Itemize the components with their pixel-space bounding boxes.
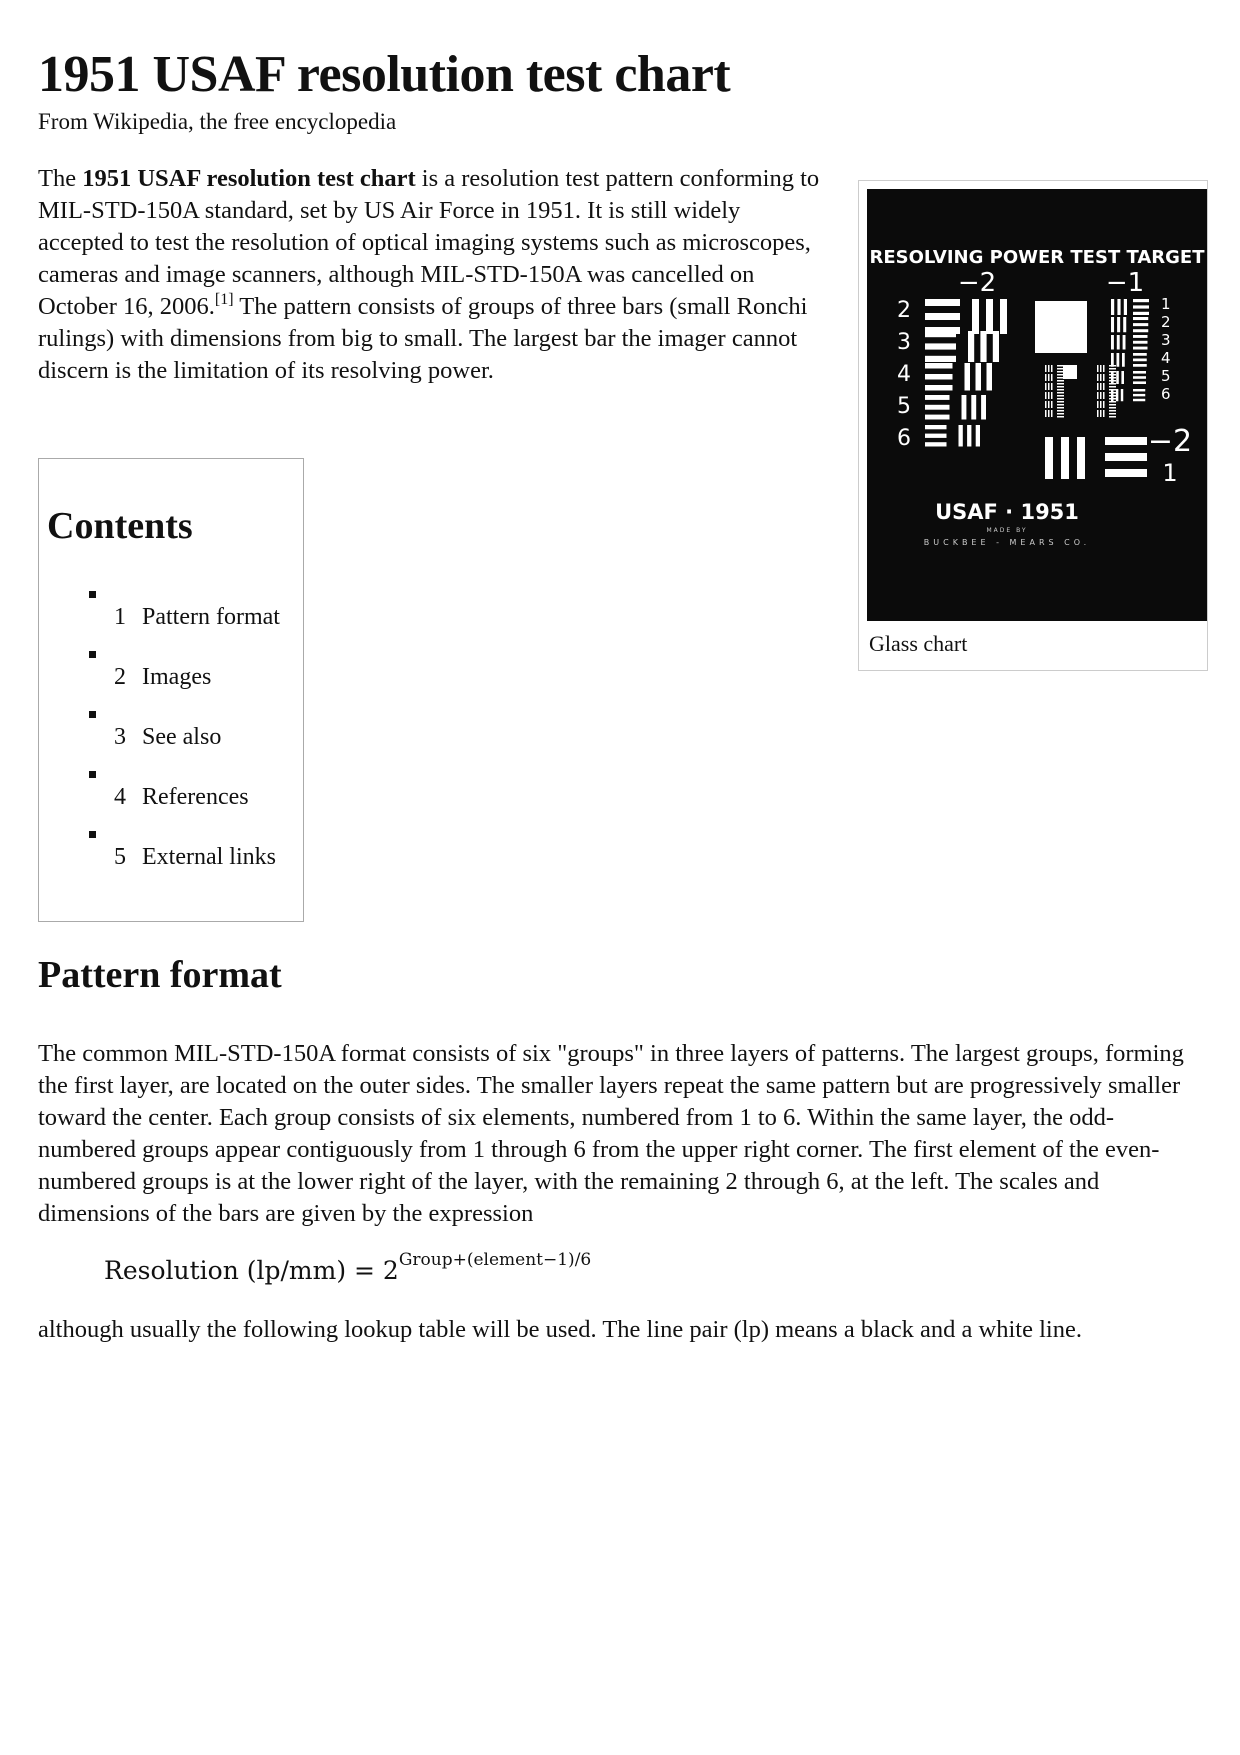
toc-item-link[interactable]: Images — [142, 664, 212, 690]
chart-bar — [925, 299, 960, 306]
chart-bar — [1133, 341, 1148, 344]
chart-bar — [1103, 401, 1105, 408]
chart-bar — [1097, 401, 1099, 408]
chart-maker: BUCKBEE - MEARS CO. — [923, 538, 1091, 547]
chart-bar — [1100, 392, 1102, 399]
chart-bar — [1111, 299, 1114, 315]
chart-bar — [1045, 392, 1047, 399]
chart-bar — [1051, 365, 1053, 372]
chart-bar — [1100, 410, 1102, 417]
chart-bar — [1105, 437, 1147, 445]
chart-bar — [1121, 389, 1123, 401]
reference-link[interactable]: [1] — [214, 291, 234, 308]
chart-bar — [1057, 383, 1064, 385]
chart-bar — [1057, 404, 1064, 406]
chart-bar — [981, 395, 986, 420]
bullet-icon — [89, 651, 96, 658]
toc-item-link[interactable]: Pattern format — [142, 604, 280, 630]
chart-bar — [1103, 374, 1105, 381]
toc-item-number: 1 — [114, 604, 126, 630]
toc-item-number: 3 — [114, 724, 126, 750]
chart-bar — [976, 425, 980, 447]
chart-bar — [1057, 374, 1064, 376]
chart-bar — [925, 425, 947, 429]
chart-left-numbers — [897, 298, 911, 451]
chart-bar — [1057, 401, 1064, 403]
chart-bar — [1057, 407, 1064, 409]
chart-bar — [1109, 404, 1116, 406]
chart-bar — [1133, 299, 1149, 302]
chart-bar — [1133, 305, 1149, 308]
chart-bar — [1103, 365, 1105, 372]
chart-bar — [1051, 374, 1053, 381]
chart-bar — [1109, 386, 1116, 388]
chart-bar — [1051, 401, 1053, 408]
chart-heading: RESOLVING POWER TEST TARGET — [869, 247, 1205, 268]
chart-bar — [1111, 317, 1114, 332]
chart-right-numbers — [1161, 295, 1171, 403]
table-of-contents — [38, 458, 304, 922]
chart-bar — [1109, 407, 1116, 409]
chart-bar — [1109, 371, 1116, 373]
chart-bar — [971, 395, 976, 420]
chart-bar — [965, 363, 971, 391]
chart-bar — [1057, 368, 1064, 370]
chart-bar — [925, 415, 950, 420]
chart-bar — [1133, 394, 1145, 396]
bullet-icon — [89, 831, 96, 838]
chart-bar — [986, 299, 993, 334]
chart-bar — [1121, 371, 1124, 384]
chart-bar — [1109, 398, 1116, 400]
chart-bar — [925, 331, 956, 337]
chart-bar — [925, 343, 956, 349]
chart-group-left: −2 — [957, 268, 997, 298]
chart-bar — [925, 313, 960, 320]
figure-caption: Glass chart — [869, 631, 968, 656]
chart-bar — [1048, 365, 1050, 372]
chart-bar — [1057, 392, 1064, 394]
chart-bar — [1109, 413, 1116, 415]
chart-bar — [972, 299, 979, 334]
chart-left-number: 4 — [897, 362, 911, 387]
chart-bar — [976, 363, 982, 391]
page-title: 1951 USAF resolution test chart — [38, 46, 731, 103]
chart-bar — [1048, 374, 1050, 381]
chart-bar — [1122, 353, 1125, 367]
chart-bar — [1063, 365, 1077, 379]
chart-bar — [925, 356, 956, 362]
article — [38, 46, 1208, 1343]
chart-bar — [1133, 359, 1147, 362]
chart-bar — [1117, 335, 1120, 350]
chart-bar — [1103, 392, 1105, 399]
chart-bar — [1117, 353, 1120, 367]
chart-bar — [1057, 410, 1064, 412]
chart-bar — [925, 395, 950, 400]
chart-bar — [1057, 389, 1064, 391]
chart-image[interactable] — [867, 189, 1207, 621]
toc-item-number: 2 — [114, 664, 126, 690]
chart-bar — [1000, 299, 1007, 334]
tagline: From Wikipedia, the free encyclopedia — [38, 108, 397, 134]
chart-bar — [1123, 335, 1126, 350]
chart-bar — [1048, 383, 1050, 390]
chart-center-square — [1035, 301, 1087, 353]
chart-bar — [1045, 410, 1047, 417]
section-paragraph-after: although usually the following lookup table will be used. The line pair (lp) means a black and a white line. — [38, 1316, 1082, 1343]
chart-bar — [967, 425, 971, 447]
chart-bar — [925, 434, 947, 438]
chart-bar — [1048, 410, 1050, 417]
toc-item-link[interactable]: References — [142, 784, 249, 810]
usaf-target-graphic — [867, 189, 1207, 621]
bullet-icon — [89, 711, 96, 718]
chart-bar — [1097, 383, 1099, 390]
chart-bar — [1100, 374, 1102, 381]
chart-bar — [1133, 381, 1146, 384]
bullet-icon — [89, 591, 96, 598]
chart-bar — [1057, 395, 1064, 397]
chart-made-by: MADE BY — [986, 527, 1028, 534]
chart-bar — [1124, 299, 1127, 315]
chart-right-number: 4 — [1161, 349, 1171, 367]
chart-bar — [925, 405, 950, 410]
chart-bar — [1045, 437, 1053, 479]
chart-right-number: 2 — [1161, 313, 1171, 331]
chart-bar — [1057, 371, 1064, 373]
chart-bar — [1057, 398, 1064, 400]
chart-bar — [980, 331, 986, 362]
chart-bar — [959, 425, 963, 447]
chart-bar — [1045, 365, 1047, 372]
chart-bar — [1109, 410, 1116, 412]
chart-bar — [1103, 410, 1105, 417]
chart-bar — [1097, 392, 1099, 399]
chart-bar — [1045, 401, 1047, 408]
chart-bar — [1051, 392, 1053, 399]
chart-bar — [1133, 389, 1145, 391]
chart-bar — [1109, 380, 1116, 382]
chart-left-number: 2 — [897, 298, 911, 323]
toc-title: Contents — [47, 505, 193, 547]
chart-bar — [1103, 383, 1105, 390]
chart-bar — [1109, 395, 1116, 397]
chart-group-right: −1 — [1105, 268, 1145, 298]
chart-bar — [1133, 376, 1146, 379]
bullet-icon — [89, 771, 96, 778]
chart-bar — [1133, 399, 1145, 401]
chart-bar — [1109, 365, 1116, 367]
chart-bar — [1109, 389, 1116, 391]
chart-bar — [925, 385, 953, 391]
chart-right-number: 5 — [1161, 367, 1171, 385]
chart-bar — [1133, 335, 1148, 338]
chart-bar — [968, 331, 974, 362]
chart-right-group2: −2 — [1147, 424, 1193, 459]
figure-thumbnail — [858, 180, 1208, 671]
chart-bar — [1133, 347, 1148, 350]
chart-left-number: 5 — [897, 394, 911, 419]
chart-right-number: 6 — [1161, 385, 1171, 403]
toc-item-number: 5 — [114, 844, 126, 870]
chart-bar — [1116, 371, 1119, 384]
intro-paragraph: The 1951 USAF resolution test chart is a resolution test pattern conforming to MIL-STD-150A standard, set by US Air Force in 1951. It is still widely accepted to test the resolution of optical imaging systems such as microscopes, cameras and image scanners, although MIL-STD-150A was cancelled on October 16, 2006.[1] The pattern consists of groups of three bars (small Ronchi rulings) with dimensions from big to small. The largest bar the imager cannot discern is the limitation of its resolving power. — [38, 165, 820, 384]
chart-bar — [1057, 380, 1064, 382]
chart-bar — [1051, 410, 1053, 417]
chart-bar — [1100, 401, 1102, 408]
chart-bar — [1057, 386, 1064, 388]
chart-bar — [1097, 410, 1099, 417]
chart-bar — [925, 363, 953, 369]
toc-item-link[interactable]: External links — [142, 844, 276, 870]
section-title-pattern-format: Pattern format — [38, 954, 282, 996]
resolution-formula: Resolution $(lp/mm) = 2^{Group+(element-1)/6}$ — [104, 1250, 592, 1285]
chart-bar — [1133, 323, 1148, 326]
chart-bar — [1109, 383, 1116, 385]
chart-bar — [1057, 377, 1064, 379]
chart-bar — [1045, 383, 1047, 390]
toc-item-number: 4 — [114, 784, 126, 810]
chart-bar — [1117, 317, 1120, 332]
chart-right-group2-elem: 1 — [1162, 459, 1178, 487]
chart-bar — [1133, 317, 1148, 320]
chart-bar — [925, 442, 947, 446]
chart-bar — [1051, 383, 1053, 390]
chart-left-number: 3 — [897, 330, 911, 355]
chart-bar — [1048, 401, 1050, 408]
chart-bar — [1097, 374, 1099, 381]
chart-bar — [1133, 329, 1148, 332]
chart-right-number: 1 — [1161, 295, 1171, 313]
chart-bar — [1045, 374, 1047, 381]
chart-bar — [1109, 416, 1116, 418]
toc-item-link[interactable]: See also — [142, 724, 222, 750]
chart-bar — [1077, 437, 1085, 479]
chart-bar — [1100, 365, 1102, 372]
chart-bar — [1111, 353, 1114, 367]
chart-bar — [1123, 317, 1126, 332]
chart-bar — [925, 374, 953, 380]
chart-bar — [1057, 413, 1064, 415]
chart-left-number: 6 — [897, 426, 911, 451]
chart-bar — [1109, 401, 1116, 403]
chart-bar — [1109, 368, 1116, 370]
chart-right-number: 3 — [1161, 331, 1171, 349]
chart-bar — [1105, 469, 1147, 477]
chart-bar — [1048, 392, 1050, 399]
chart-footer: USAF · 1951 — [935, 500, 1079, 524]
chart-bar — [1057, 416, 1064, 418]
chart-bar — [987, 363, 993, 391]
chart-bar — [993, 331, 999, 362]
chart-bar — [1133, 312, 1149, 315]
chart-bar — [1061, 437, 1069, 479]
chart-bar — [1109, 377, 1116, 379]
chart-bar — [1116, 389, 1118, 401]
chart-bar — [1117, 299, 1120, 315]
chart-bar — [1109, 392, 1116, 394]
section-paragraph: The common MIL-STD-150A format consists of six "groups" in three layers of patterns. The largest groups, forming the first layer, are located on the outer sides. The smaller layers repeat the same pattern but are progressively smaller toward the center. Each group consists of six elements, numbered from 1 to 6. Within the same layer, the odd-numbered groups appear contiguously from 1 through 6 from the upper right corner. The first element of the even-numbered groups is at the lower right of the layer, with the remaining 2 through 6, at the left. The scales and dimensions of the bars are given by the expression — [38, 1040, 1184, 1227]
chart-bar — [1097, 365, 1099, 372]
chart-bar — [1105, 453, 1147, 461]
chart-bar — [1111, 335, 1114, 350]
chart-bar — [1133, 364, 1147, 367]
chart-bar — [962, 395, 967, 420]
chart-bar — [1109, 374, 1116, 376]
intro-bold-term: 1951 USAF resolution test chart — [82, 165, 416, 192]
chart-bar — [1100, 383, 1102, 390]
chart-bar — [1133, 371, 1146, 374]
chart-bar — [1133, 353, 1147, 356]
chart-bar — [1057, 365, 1064, 367]
